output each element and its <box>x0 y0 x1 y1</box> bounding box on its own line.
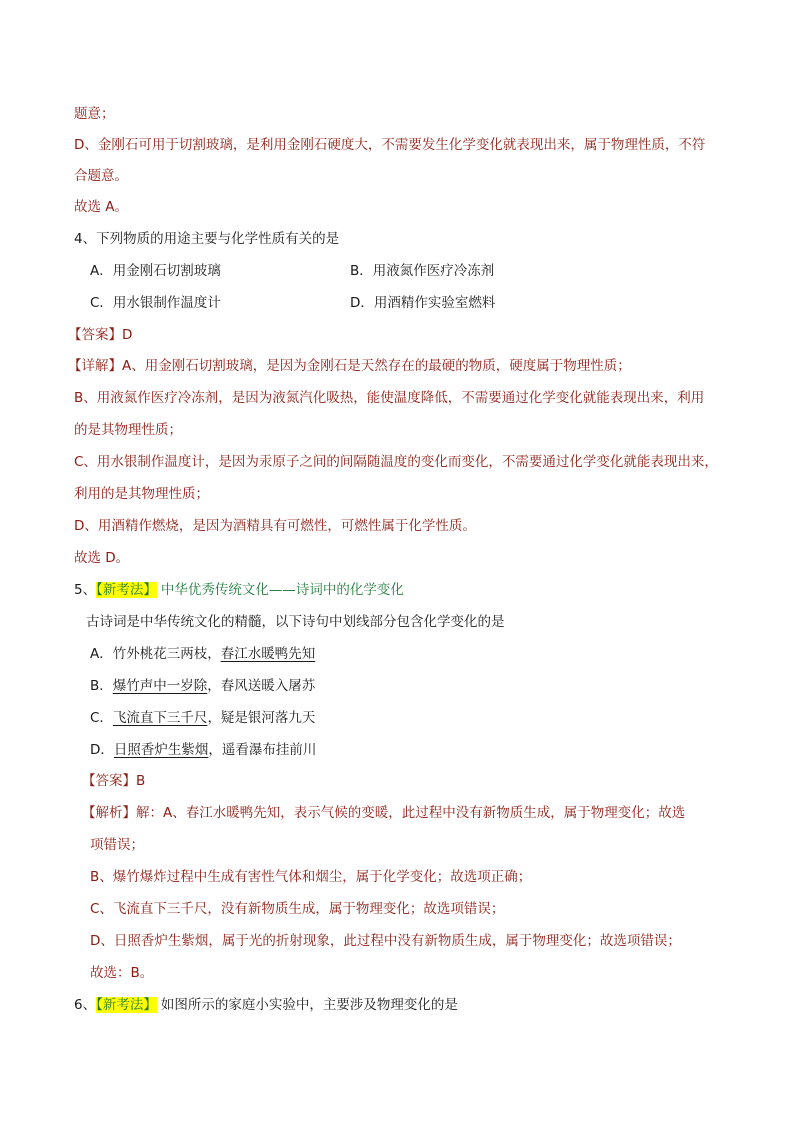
q5-option-c <box>90 708 315 728</box>
q5-number: 5、 <box>74 582 97 598</box>
new-method-tag: 【新考法】 <box>96 582 157 598</box>
option-text: ，春风送暖入屠苏 <box>207 678 316 694</box>
option-text: C． <box>90 710 113 726</box>
q3-choice: 故选 A。 <box>74 199 129 215</box>
q5-option-d <box>90 740 316 760</box>
answer-value: B <box>136 773 146 789</box>
q3-option-d-explanation-2: 合题意。 <box>74 168 128 184</box>
q4-answer <box>68 325 132 345</box>
q5-analysis-b: B、爆竹爆炸过程中生成有害性气体和烟尘，属于化学变化；故选项正确； <box>90 869 532 885</box>
underlined-phrase: 日照香炉生紫烟 <box>113 742 209 758</box>
q5-choice: 故选：B。 <box>90 965 154 981</box>
option-text: ，遥看瀑布挂前川 <box>208 742 317 758</box>
q5-analysis-a-1 <box>82 803 685 823</box>
underlined-phrase: 飞流直下三千尺 <box>112 710 208 726</box>
q6-stem: 如图所示的家庭小实验中，主要涉及物理变化的是 <box>160 997 458 1013</box>
q4-option-b: B．用液氮作医疗冷冻剂 <box>350 263 495 279</box>
option-text: B． <box>90 678 113 694</box>
q6-number: 6、 <box>74 997 97 1013</box>
q4-option-a: A．用金刚石切割玻璃 <box>90 263 221 279</box>
answer-value: D <box>122 327 133 343</box>
answer-tag: 【答案】 <box>68 327 122 343</box>
q5-heading <box>74 580 404 600</box>
analysis-tag: 【解析】 <box>82 805 136 821</box>
q5-option-b <box>90 676 315 696</box>
q5-analysis-c: C、飞流直下三千尺，没有新物质生成，属于物理变化；故选项错误； <box>90 901 505 917</box>
option-text: D． <box>90 742 114 758</box>
q4-detail-d: D、用酒精作燃烧，是因为酒精具有可燃性，可燃性属于化学性质。 <box>74 518 476 534</box>
q4-detail-c-1: C、用水银制作温度计，是因为汞原子之间的间隔随温度的变化而变化，不需要通过化学变化就能表现出来， <box>74 454 718 470</box>
q4-detail-b-1: B、用液氮作医疗冷冻剂，是因为液氮汽化吸热，能使温度降低，不需要通过化学变化就能表现出来，利用 <box>74 390 705 406</box>
analysis-text: 解：A、春江水暖鸭先知，表示气候的变暖，此过程中没有新物质生成，属于物理变化；故选 <box>136 805 686 821</box>
q4-choice: 故选 D。 <box>74 550 130 566</box>
q4-detail-c-2: 利用的是其物理性质； <box>74 486 209 502</box>
q5-analysis-a-2: 项错误； <box>90 837 144 853</box>
q5-stem: 古诗词是中华传统文化的精髓，以下诗句中划线部分包含化学变化的是 <box>86 614 505 630</box>
q5-analysis-d: D、日照香炉生紫烟，属于光的折射现象，此过程中没有新物质生成，属于物理变化；故选项错误； <box>90 933 681 949</box>
q4-stem: 4、下列物质的用途主要与化学性质有关的是 <box>74 231 340 247</box>
q3-tail-line: 题意； <box>74 106 115 122</box>
q5-option-a <box>90 644 315 664</box>
new-method-tag: 【新考法】 <box>96 997 157 1013</box>
detail-tag: 【详解】 <box>68 358 122 374</box>
underlined-phrase: 爆竹声中一岁除 <box>112 678 208 694</box>
q6-heading <box>74 995 458 1015</box>
q4-detail-a <box>68 356 631 376</box>
q4-option-c: C．用水银制作温度计 <box>90 295 221 311</box>
q5-answer <box>82 771 145 791</box>
option-text: A．竹外桃花三两枝， <box>90 646 221 662</box>
q4-option-d: D．用酒精作实验室燃料 <box>350 295 496 311</box>
q3-option-d-explanation-1: D、金刚石可用于切割玻璃，是利用金刚石硬度大，不需要发生化学变化就表现出来，属于物理性质，不符 <box>74 137 706 153</box>
detail-text: A、用金刚石切割玻璃，是因为金刚石是天然存在的最硬的物质，硬度属于物理性质； <box>122 358 631 374</box>
option-text: ，疑是银河落九天 <box>207 710 316 726</box>
underlined-phrase: 春江水暖鸭先知 <box>220 646 316 662</box>
q5-topic: 中华优秀传统文化——诗词中的化学变化 <box>160 582 404 598</box>
answer-tag: 【答案】 <box>82 773 136 789</box>
q4-detail-b-2: 的是其物理性质； <box>74 422 182 438</box>
